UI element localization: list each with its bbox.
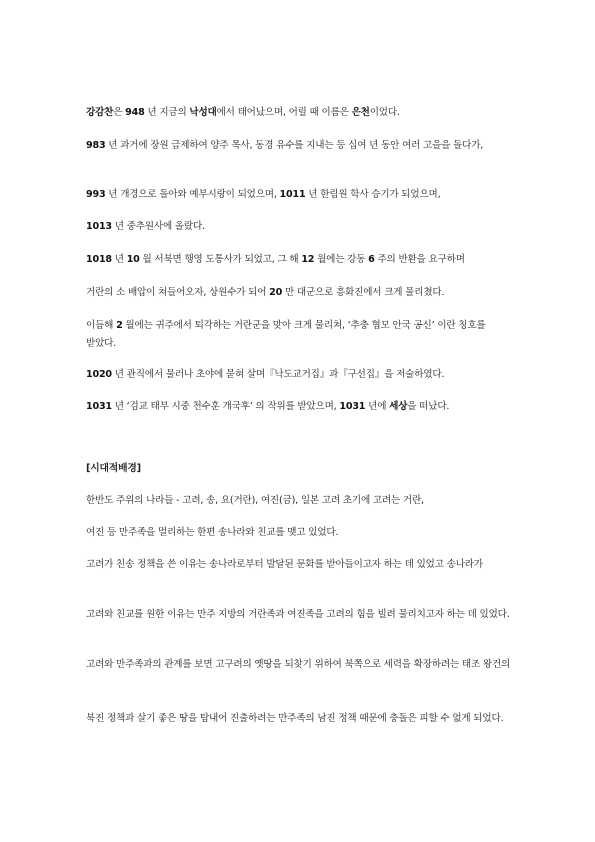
bold-text-run: 세상 (389, 401, 408, 412)
text-run: 년 지금의 (144, 107, 190, 118)
background-paragraph (86, 556, 516, 574)
bio-paragraph (86, 218, 516, 236)
bold-text-run: 1011 (279, 189, 306, 200)
bold-text-run: 20 (269, 287, 283, 298)
section-heading: [시대적배경] (86, 463, 141, 474)
text-run: 년 중추원사에 올랐다. (111, 221, 205, 232)
bold-text-run: 1020 (86, 369, 112, 380)
bold-text-run: 강감찬 (86, 107, 114, 118)
text-run: 년 개경으로 돌아와 예부시랑이 되었으며, (105, 189, 280, 200)
text-run: 년 과거에 장원 급제하여 양주 목사, 동경 유수를 지내는 등 십여 년 동안 여러 고을을 돌다가, (105, 140, 484, 151)
text-run: 만 대군으로 흥화진에서 크게 물리쳤다. (282, 287, 445, 298)
bold-text-run: 12 (301, 254, 315, 265)
text-run: 은 (113, 107, 126, 118)
text-run: 을 떠났다. (407, 401, 450, 412)
text-run: 년 관직에서 물러나 초야에 묻혀 살며『낙도교거집』과『구선집』을 저술하였다. (111, 369, 445, 380)
bio-paragraph (86, 251, 516, 269)
text-run: 거란의 소 배압이 쳐들어오자, 상원수가 되어 (86, 287, 270, 298)
text-run: 년 (111, 254, 127, 265)
text-run: 월 서북면 행영 도통사가 되었고, 그 해 (139, 254, 302, 265)
bold-text-run: 1031 (86, 401, 112, 412)
bold-text-run: 1018 (86, 254, 112, 265)
bio-paragraph (86, 137, 516, 155)
bold-text-run: 10 (126, 254, 140, 265)
bio-paragraph (86, 284, 516, 302)
text-run: 주의 반환을 요구하며 (374, 254, 465, 265)
bold-text-run: 948 (125, 107, 145, 118)
bio-paragraph (86, 104, 516, 122)
background-paragraph (86, 656, 516, 674)
text-run: 고려와 친교를 원한 이유는 만주 지방의 거란족과 여진족을 고려의 힘을 빌려 물리치고자 하는 데 있었다. (86, 609, 510, 620)
background-paragraph (86, 524, 516, 542)
text-run: 북진 정책과 살기 좋은 땅을 탐내어 진출하려는 만주족의 남진 정책 때문에 충돌은 피할 수 없게 되었다. (86, 713, 504, 724)
background-paragraph (86, 492, 516, 510)
text-run: 이듬해 (86, 320, 117, 331)
background-paragraph (86, 710, 516, 728)
text-run: 고려가 친송 정책을 쓴 이유는 송나라로부터 발달된 문화를 받아들이고자 하는 데 있었고 송나라가 (86, 559, 483, 570)
text-run: 년에 (365, 401, 390, 412)
bold-text-run: 983 (86, 140, 106, 151)
text-run: 이었다. (369, 107, 400, 118)
bio-paragraph (86, 186, 516, 204)
bio-paragraph (86, 398, 516, 416)
text-run: 에서 태어났으며, 어릴 때 이름은 (216, 107, 352, 118)
bold-text-run: 1013 (86, 221, 112, 232)
text-run: 년 ‘검교 태부 시중 천수훈 개국후’ 의 작위를 받았으며, (111, 401, 340, 412)
background-paragraph (86, 606, 516, 624)
bold-text-run: 2 (116, 320, 123, 331)
bio-paragraph (86, 317, 516, 353)
text-run: 월에는 귀주에서 퇴각하는 거란군을 맞아 크게 물리쳐, ‘추충 협모 안국 공신’ 이란 칭호를 받았다. (86, 320, 486, 349)
bold-text-run: 1031 (339, 401, 366, 412)
bio-paragraph (86, 366, 516, 384)
text-run: 한반도 주위의 나라들 - 고려, 송, 요(거란), 여진(금), 일본 고려 초기에 고려는 거란, (86, 495, 424, 506)
bold-text-run: 은천 (351, 107, 370, 118)
text-run: 고려와 만주족과의 관계를 보면 고구려의 옛땅을 되찾기 위하여 북쪽으로 세력을 확장하려는 태조 왕건의 (86, 659, 511, 670)
text-run: 년 한림원 학사 승기가 되었으며, (305, 189, 441, 200)
text-run: 월에는 강동 (314, 254, 369, 265)
bold-text-run: 993 (86, 189, 106, 200)
text-run: 여진 등 만주족을 멀리하는 한편 송나라와 친교를 맺고 있었다. (86, 527, 339, 538)
bold-text-run: 6 (368, 254, 375, 265)
bold-text-run: 낙성대 (189, 107, 217, 118)
